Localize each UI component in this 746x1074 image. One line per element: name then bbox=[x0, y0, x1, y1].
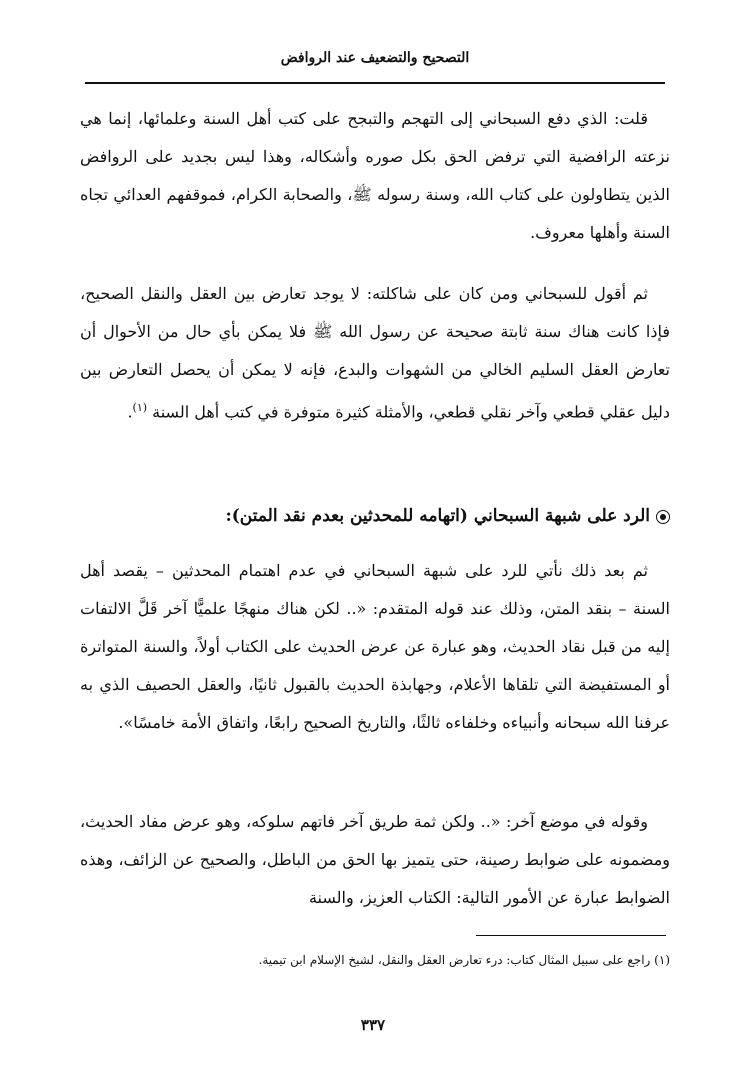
paragraph-3 bbox=[80, 552, 670, 742]
paragraph-1 bbox=[80, 100, 670, 252]
page-number: ٣٣٧ bbox=[360, 1016, 386, 1034]
header-rule bbox=[85, 82, 665, 84]
footnote-rule bbox=[476, 935, 666, 936]
paragraph-2-text: ثم أقول للسبحاني ومن كان على شاكلته: لا يوجد تعارض بين العقل والنقل الصحيح، فإذا كانت هناك سنة ثابتة صحيحة عن رسول الله ﷺ فلا يمكن بأي حال من الأحوال أن تعارض العقل السليم الخالي من الشهوات والبدع، فإنه لا يمكن أن يحصل التعارض بين دليل عقلي قطعي وآخر نقلي قطعي، والأمثلة كثيرة متوفرة في كتب أهل السنة bbox=[80, 284, 670, 422]
paragraph-2 bbox=[80, 275, 670, 431]
paragraph-4 bbox=[80, 803, 670, 917]
footnote-reference-marker[interactable]: (١) bbox=[132, 401, 148, 414]
paragraph-4-text: وقوله في موضع آخر: «.. ولكن ثمة طريق آخر فاتهم سلوكه، وهو عرض مفاد الحديث، ومضمونه على ضوابط رصينة، حتى يتميز بها الحق من الباطل، والصحيح عن الزائف، وهذه الضوابط عبارة عن الأمور التالية: الكتاب العزيز، والسنة bbox=[80, 812, 670, 907]
section-heading bbox=[80, 497, 670, 535]
target-bullet-icon bbox=[656, 510, 670, 524]
running-title: التصحيح والتضعيف عند الروافض bbox=[280, 50, 470, 66]
paragraph-2-container: ثم أقول للسبحاني ومن كان على شاكلته: لا يوجد تعارض بين العقل والنقل الصحيح، فإذا كانت هناك سنة ثابتة صحيحة عن رسول الله ﷺ فلا يمكن بأي حال من الأحوال أن تعارض العقل السليم الخالي من الشهوات والبدع، فإنه لا يمكن أن يحصل التعارض بين دليل عقلي قطعي وآخر نقلي قطعي، والأمثلة كثيرة متوفرة في كتب أهل السنة $^{(١)}$. bbox=[80, 284, 670, 422]
paragraph-1-text: قلت: الذي دفع السبحاني إلى التهجم والتبجح على كتب أهل السنة وعلمائها، إنما هي نزعته الرافضية التي ترفض الحق بكل صوره وأشكاله، وهذا ليس بجديد على الروافض الذين يتطاولون على كتاب الله، وسنة رسوله ﷺ، والصحابة الكرام، فموقفهم العدائي تجاه السنة وأهلها معروف. bbox=[80, 109, 670, 242]
section-heading-text: الرد على شبهة السبحاني (اتهامه للمحدثين بعدم نقد المتن): bbox=[225, 506, 650, 526]
paragraph-3-text: ثم بعد ذلك نأتي للرد على شبهة السبحاني في عدم اهتمام المحدثين – يقصد أهل السنة – بنقد المتن، وذلك عند قوله المتقدم: «.. لكن هناك منهجًا علميًّا آخر قَلَّ الالتفات إليه من قبل نقاد الحديث، وهو عبارة عن عرض الحديث على الكتاب أولاً، والسنة المتواترة أو المستفيضة التي تلقاها الأعلام، وجهابذة الحديث بالقبول ثانيًا، والعقل الحصيف الذي به عرفنا الله سبحانه وأنبياءه وخلفاءه ثالثًا، والتاريخ الصحيح رابعًا، واتفاق الأمة خامسًا». bbox=[80, 561, 671, 732]
footnote: (١) راجع على سبيل المثال كتاب: درء تعارض العقل والنقل، لشيخ الإسلام ابن تيمية. bbox=[258, 953, 670, 967]
